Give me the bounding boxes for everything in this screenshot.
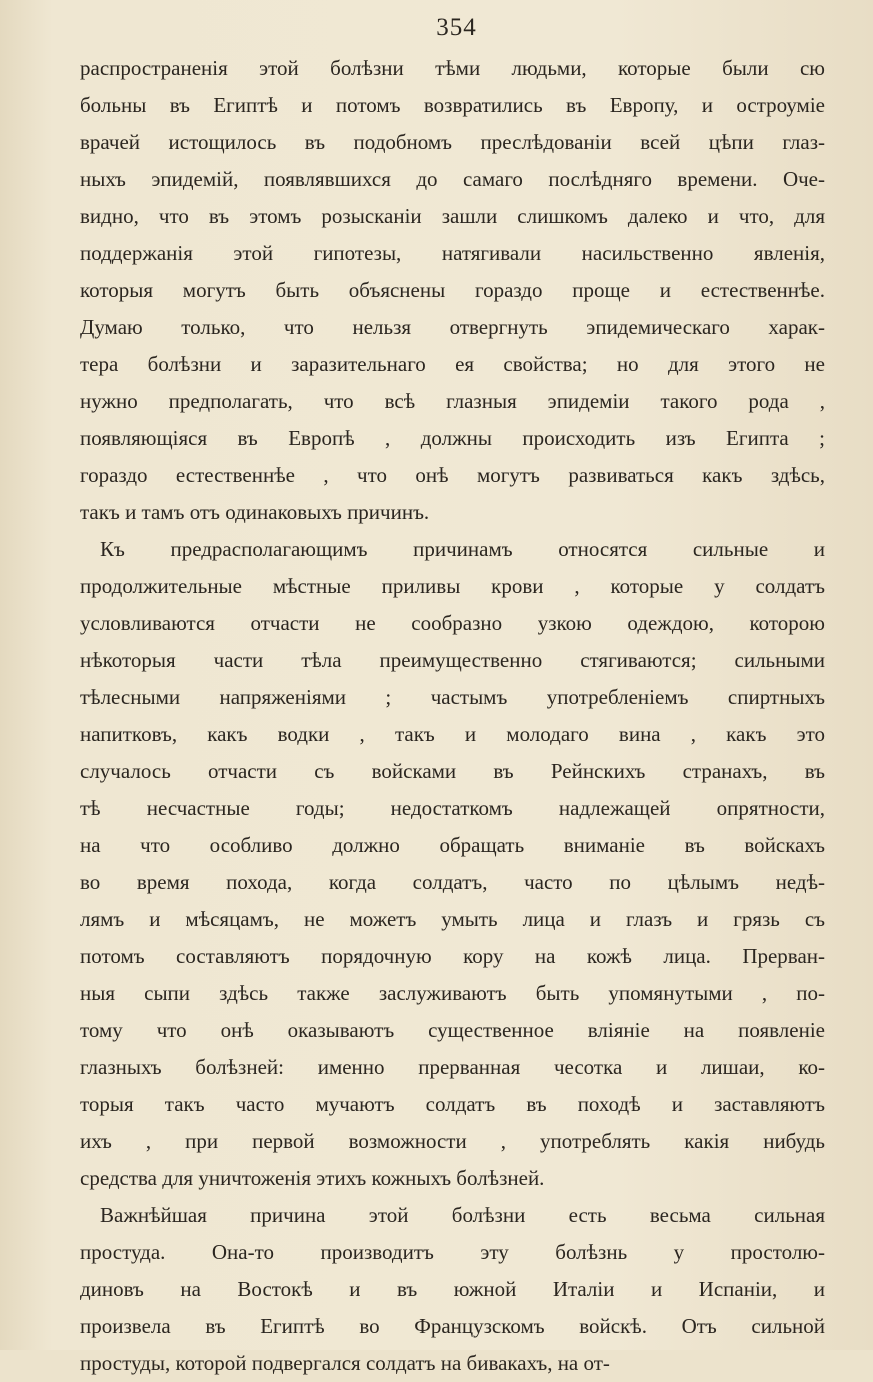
text-line: ныхъ эпидемій, появлявшихся до самаго послѣдняго времени. Оче- xyxy=(80,167,825,191)
text-line: тому что онѣ оказываютъ существенное вліяніе на появленіе xyxy=(80,1018,825,1042)
text-line: которыя могутъ быть объяснены гораздо проще и естественнѣе. xyxy=(80,278,825,302)
text-line: больны въ Египтѣ и потомъ возвратились въ Европу, и остроуміе xyxy=(80,93,825,117)
text-line: Къ предрасполагающимъ причинамъ относятся сильные и xyxy=(100,537,825,561)
text-line: торыя такъ часто мучаютъ солдатъ въ походѣ и заставляютъ xyxy=(80,1092,825,1116)
text-line: диновъ на Востокѣ и въ южной Италіи и Испаніи, и xyxy=(80,1277,825,1301)
text-line: случалось отчасти съ войсками въ Рейнскихъ странахъ, въ xyxy=(80,759,825,783)
paragraph xyxy=(80,531,825,1197)
text-line: произвела въ Египтѣ во Французскомъ войскѣ. Отъ сильной xyxy=(80,1314,825,1338)
body-text xyxy=(80,50,825,1382)
text-line: глазныхъ болѣзней: именно прерванная чесотка и лишаи, ко- xyxy=(80,1055,825,1079)
text-line: поддержанія этой гипотезы, натягивали насильственно явленія, xyxy=(80,241,825,265)
text-line: такъ и тамъ отъ одинаковыхъ причинъ. xyxy=(80,500,430,524)
paragraph xyxy=(80,1197,825,1382)
page-number: 354 xyxy=(436,14,477,41)
text-line: условливаются отчасти не сообразно узкою одеждою, которою xyxy=(80,611,825,635)
text-line: потомъ составляютъ порядочную кору на кожѣ лица. Прерван- xyxy=(80,944,825,968)
text-line: лямъ и мѣсяцамъ, не можетъ умыть лица и глазъ и грязь съ xyxy=(80,907,825,931)
text-line: тѣлесными напряженіями ; частымъ употребленіемъ спиртныхъ xyxy=(80,685,825,709)
text-line: ихъ , при первой возможности , употреблять какія нибудь xyxy=(80,1129,825,1153)
text-line: нѣкоторыя части тѣла преимущественно стягиваются; сильными xyxy=(80,648,825,672)
text-line: напитковъ, какъ водки , такъ и молодаго вина , какъ это xyxy=(80,722,825,746)
text-line: распространенія этой болѣзни тѣми людьми, которые были сю xyxy=(80,56,825,80)
text-line: Важнѣйшая причина этой болѣзни есть весьма сильная xyxy=(100,1203,825,1227)
text-line: нужно предполагать, что всѣ глазныя эпидеміи такого рода , xyxy=(80,389,825,413)
text-line: врачей истощилось въ подобномъ преслѣдованіи всей цѣпи глаз- xyxy=(80,130,825,154)
text-line: гораздо естественнѣе , что онѣ могутъ развиваться какъ здѣсь, xyxy=(80,463,825,487)
text-line: Думаю только, что нельзя отвергнуть эпидемическаго харак- xyxy=(80,315,825,339)
text-line: появляющіяся въ Европѣ , должны происходить изъ Египта ; xyxy=(80,426,825,450)
text-line: простуды, которой подвергался солдатъ на бивакахъ, на от- xyxy=(80,1351,610,1375)
text-line: на что особливо должно обращать вниманіе въ войскахъ xyxy=(80,833,825,857)
text-line: видно, что въ этомъ розысканіи зашли слишкомъ далеко и что, для xyxy=(80,204,825,228)
text-line: продолжительные мѣстные приливы крови , которые у солдатъ xyxy=(80,574,825,598)
text-line: простуда. Она-то производитъ эту болѣзнь у простолю- xyxy=(80,1240,825,1264)
paragraph xyxy=(80,50,825,531)
text-line: во время похода, когда солдатъ, часто по цѣлымъ недѣ- xyxy=(80,870,825,894)
text-line: тѣ несчастные годы; недостаткомъ надлежащей опрятности, xyxy=(80,796,825,820)
text-line: ныя сыпи здѣсь также заслуживаютъ быть упомянутыми , по- xyxy=(80,981,825,1005)
text-line: тера болѣзни и заразительнаго ея свойства; но для этого не xyxy=(80,352,825,376)
text-line: средства для уничтоженія этихъ кожныхъ болѣзней. xyxy=(80,1166,545,1190)
